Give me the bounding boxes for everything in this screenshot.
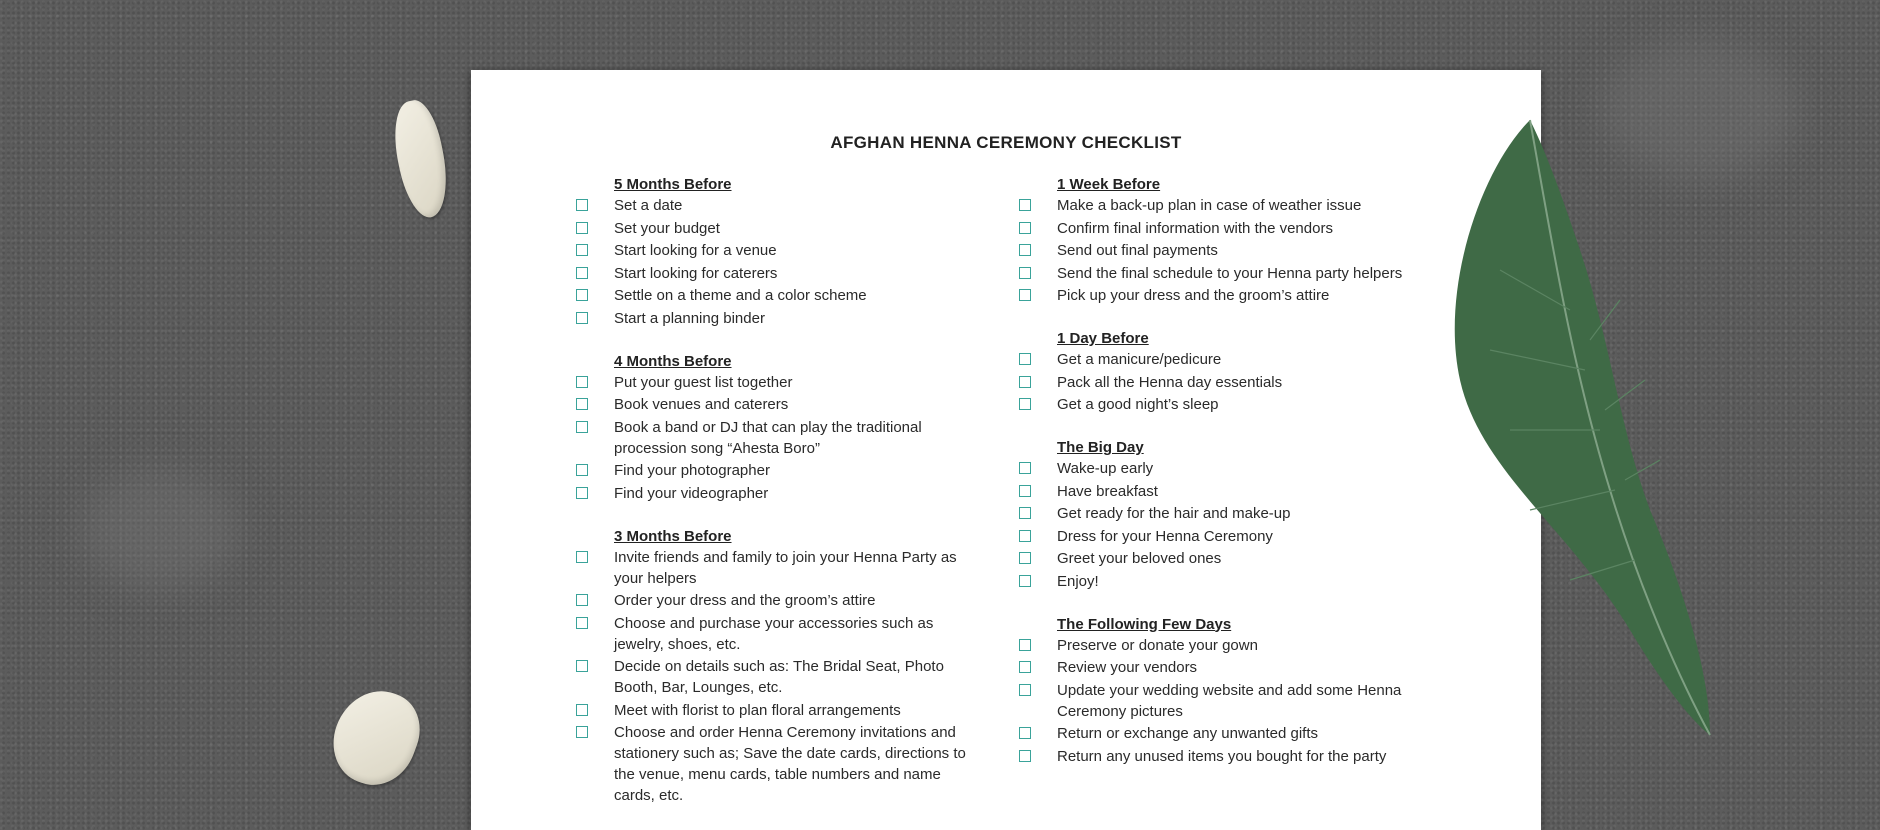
- checklist-item-label: Set a date: [614, 197, 683, 214]
- checkbox[interactable]: [1019, 727, 1031, 739]
- checklist-item-label: Return any unused items you bought for the party: [1057, 747, 1387, 765]
- checklist-item-label: Get a manicure/pedicure: [1057, 351, 1222, 368]
- checkbox[interactable]: [576, 421, 588, 433]
- checklist-item: [1019, 458, 1439, 479]
- checklist-item-label: Confirm final information with the vendors: [1057, 219, 1333, 237]
- checkbox[interactable]: [576, 199, 588, 211]
- checklist-item-label: Meet with florist to plan floral arrangements: [614, 701, 901, 719]
- checklist-item-label: Find your photographer: [614, 462, 770, 479]
- checklist-item-label: Have breakfast: [1057, 482, 1158, 500]
- checklist-item-label: Send the final schedule to your Henna party helpers: [1057, 264, 1403, 282]
- checklist-item: [576, 285, 976, 306]
- checklist-item: [576, 483, 976, 504]
- checklist-item: [576, 613, 976, 655]
- checkbox[interactable]: [576, 704, 588, 716]
- checklist-item: [1019, 680, 1439, 722]
- checkbox[interactable]: [1019, 289, 1031, 301]
- checklist-item-label: Return or exchange any unwanted gifts: [1057, 725, 1318, 742]
- checklist-item-label: Enjoy!: [1057, 572, 1099, 590]
- checkbox[interactable]: [1019, 485, 1031, 497]
- checklist-item: [576, 394, 976, 415]
- stone-texture: [80, 470, 240, 590]
- checkbox[interactable]: [1019, 376, 1031, 388]
- checkbox[interactable]: [576, 312, 588, 324]
- page-title: AFGHAN HENNA CEREMONY CHECKLIST: [830, 133, 1182, 152]
- checklist-item: [576, 417, 976, 459]
- checkbox[interactable]: [576, 267, 588, 279]
- section-heading: 3 Months Before: [614, 527, 732, 545]
- checklist-item: [576, 656, 976, 698]
- checklist-item-label: Find your videographer: [614, 484, 769, 502]
- checkbox[interactable]: [1019, 552, 1031, 564]
- checklist-item-label: Make a back-up plan in case of weather issue: [1057, 197, 1362, 214]
- checklist-item: [1019, 635, 1439, 656]
- checklist-item-label: Pack all the Henna day essentials: [1057, 373, 1283, 391]
- left-column: [576, 174, 976, 828]
- section-heading: The Big Day: [1057, 439, 1144, 456]
- checklist-item-label: Invite friends and family to join your Henna Party as your helpers: [614, 548, 957, 587]
- checklist-item: [1019, 349, 1439, 370]
- checklist-section: [1019, 614, 1439, 767]
- checklist-item-label: Pick up your dress and the groom’s attire: [1057, 287, 1330, 304]
- checkbox[interactable]: [576, 617, 588, 629]
- checkbox[interactable]: [1019, 575, 1031, 587]
- checklist-item-label: Order your dress and the groom’s attire: [614, 592, 876, 609]
- checklist-item-label: Greet your beloved ones: [1057, 550, 1222, 567]
- checkbox[interactable]: [1019, 750, 1031, 762]
- checkbox[interactable]: [576, 222, 588, 234]
- flower-petal: [386, 97, 456, 222]
- checkbox[interactable]: [576, 726, 588, 738]
- checklist-item: [1019, 285, 1439, 306]
- checkbox[interactable]: [576, 376, 588, 388]
- checklist-item-label: Settle on a theme and a color scheme: [614, 287, 867, 304]
- checkbox[interactable]: [1019, 661, 1031, 673]
- checklist-section: [576, 526, 976, 807]
- section-heading: 4 Months Before: [614, 352, 732, 370]
- checklist-item: [576, 263, 976, 284]
- checklist-item: [1019, 218, 1439, 239]
- checklist-item-label: Start a planning binder: [614, 309, 765, 327]
- checklist-item: [1019, 746, 1439, 767]
- checklist-item-label: Preserve or donate your gown: [1057, 636, 1258, 654]
- checklist-item: [1019, 240, 1439, 261]
- checklist-paper: [471, 70, 1541, 830]
- checkbox[interactable]: [576, 398, 588, 410]
- checkbox[interactable]: [576, 487, 588, 499]
- checklist-section: [1019, 174, 1439, 306]
- checklist-item-label: Start looking for caterers: [614, 264, 778, 282]
- checklist-item-label: Dress for your Henna Ceremony: [1057, 527, 1273, 545]
- checklist-item-label: Update your wedding website and add some Henna Ceremony pictures: [1057, 681, 1402, 720]
- checklist-item: [1019, 481, 1439, 502]
- checklist-item-label: Start looking for a venue: [614, 242, 777, 259]
- checklist-item: [1019, 263, 1439, 284]
- checklist-section: [576, 174, 976, 329]
- checklist-item-label: Choose and order Henna Ceremony invitations and stationery such as; Save the date cards, directions to the venue, menu cards, table numbers and name cards, etc.: [614, 724, 966, 804]
- checklist-item-label: Review your vendors: [1057, 659, 1198, 676]
- checkbox[interactable]: [1019, 398, 1031, 410]
- checklist-item: [576, 700, 976, 721]
- leaf-icon: [1420, 110, 1720, 750]
- checklist-item: [1019, 548, 1439, 569]
- checklist-section: [1019, 437, 1439, 592]
- checklist-item-label: Wake-up early: [1057, 460, 1154, 477]
- checkbox[interactable]: [576, 289, 588, 301]
- checklist-item: [576, 240, 976, 261]
- flower-petal: [321, 679, 431, 796]
- checkbox[interactable]: [1019, 684, 1031, 696]
- checkbox[interactable]: [1019, 507, 1031, 519]
- checklist-item: [576, 460, 976, 481]
- checklist-item-label: Book a band or DJ that can play the traditional procession song “Ahesta Boro”: [614, 418, 922, 457]
- checklist-item: [576, 372, 976, 393]
- checklist-item-label: Put your guest list together: [614, 373, 793, 391]
- leaf: [1420, 110, 1720, 750]
- checkbox[interactable]: [576, 464, 588, 476]
- checklist-item-label: Choose and purchase your accessories such as jewelry, shoes, etc.: [614, 614, 934, 653]
- checklist-item: [1019, 526, 1439, 547]
- checkbox[interactable]: [576, 660, 588, 672]
- checklist-item-label: Send out final payments: [1057, 242, 1218, 259]
- checklist-item: [1019, 571, 1439, 592]
- checkbox[interactable]: [1019, 222, 1031, 234]
- section-heading: 1 Week Before: [1057, 176, 1161, 193]
- checkbox[interactable]: [1019, 244, 1031, 256]
- checklist-item: [576, 547, 976, 589]
- checklist-section: [576, 351, 976, 504]
- checklist-item: [1019, 723, 1439, 744]
- section-heading: 1 Day Before: [1057, 330, 1149, 347]
- checkbox[interactable]: [1019, 639, 1031, 651]
- checklist-item: [1019, 657, 1439, 678]
- checklist-item: [576, 308, 976, 329]
- checklist-section: [1019, 328, 1439, 415]
- checkbox[interactable]: [1019, 462, 1031, 474]
- checklist-item-label: Set your budget: [614, 219, 720, 237]
- checkbox[interactable]: [1019, 353, 1031, 365]
- checklist-item: [576, 722, 976, 806]
- checklist-item: [576, 590, 976, 611]
- checklist-item: [1019, 195, 1439, 216]
- section-heading: 5 Months Before: [614, 176, 732, 193]
- checkbox[interactable]: [1019, 199, 1031, 211]
- checkbox[interactable]: [576, 594, 588, 606]
- checklist-item: [1019, 503, 1439, 524]
- checklist-item-label: Book venues and caterers: [614, 396, 789, 413]
- checkbox[interactable]: [576, 244, 588, 256]
- right-column: [1019, 174, 1439, 789]
- checkbox[interactable]: [1019, 267, 1031, 279]
- checklist-item: [1019, 394, 1439, 415]
- section-heading: The Following Few Days: [1057, 615, 1232, 633]
- checklist-item-label: Get a good night’s sleep: [1057, 396, 1219, 413]
- checklist-item-label: Get ready for the hair and make-up: [1057, 505, 1291, 522]
- checklist-item: [1019, 372, 1439, 393]
- checklist-item: [576, 195, 976, 216]
- checklist-item: [576, 218, 976, 239]
- checkbox[interactable]: [576, 551, 588, 563]
- checklist-item-label: Decide on details such as: The Bridal Seat, Photo Booth, Bar, Lounges, etc.: [614, 658, 944, 696]
- checkbox[interactable]: [1019, 530, 1031, 542]
